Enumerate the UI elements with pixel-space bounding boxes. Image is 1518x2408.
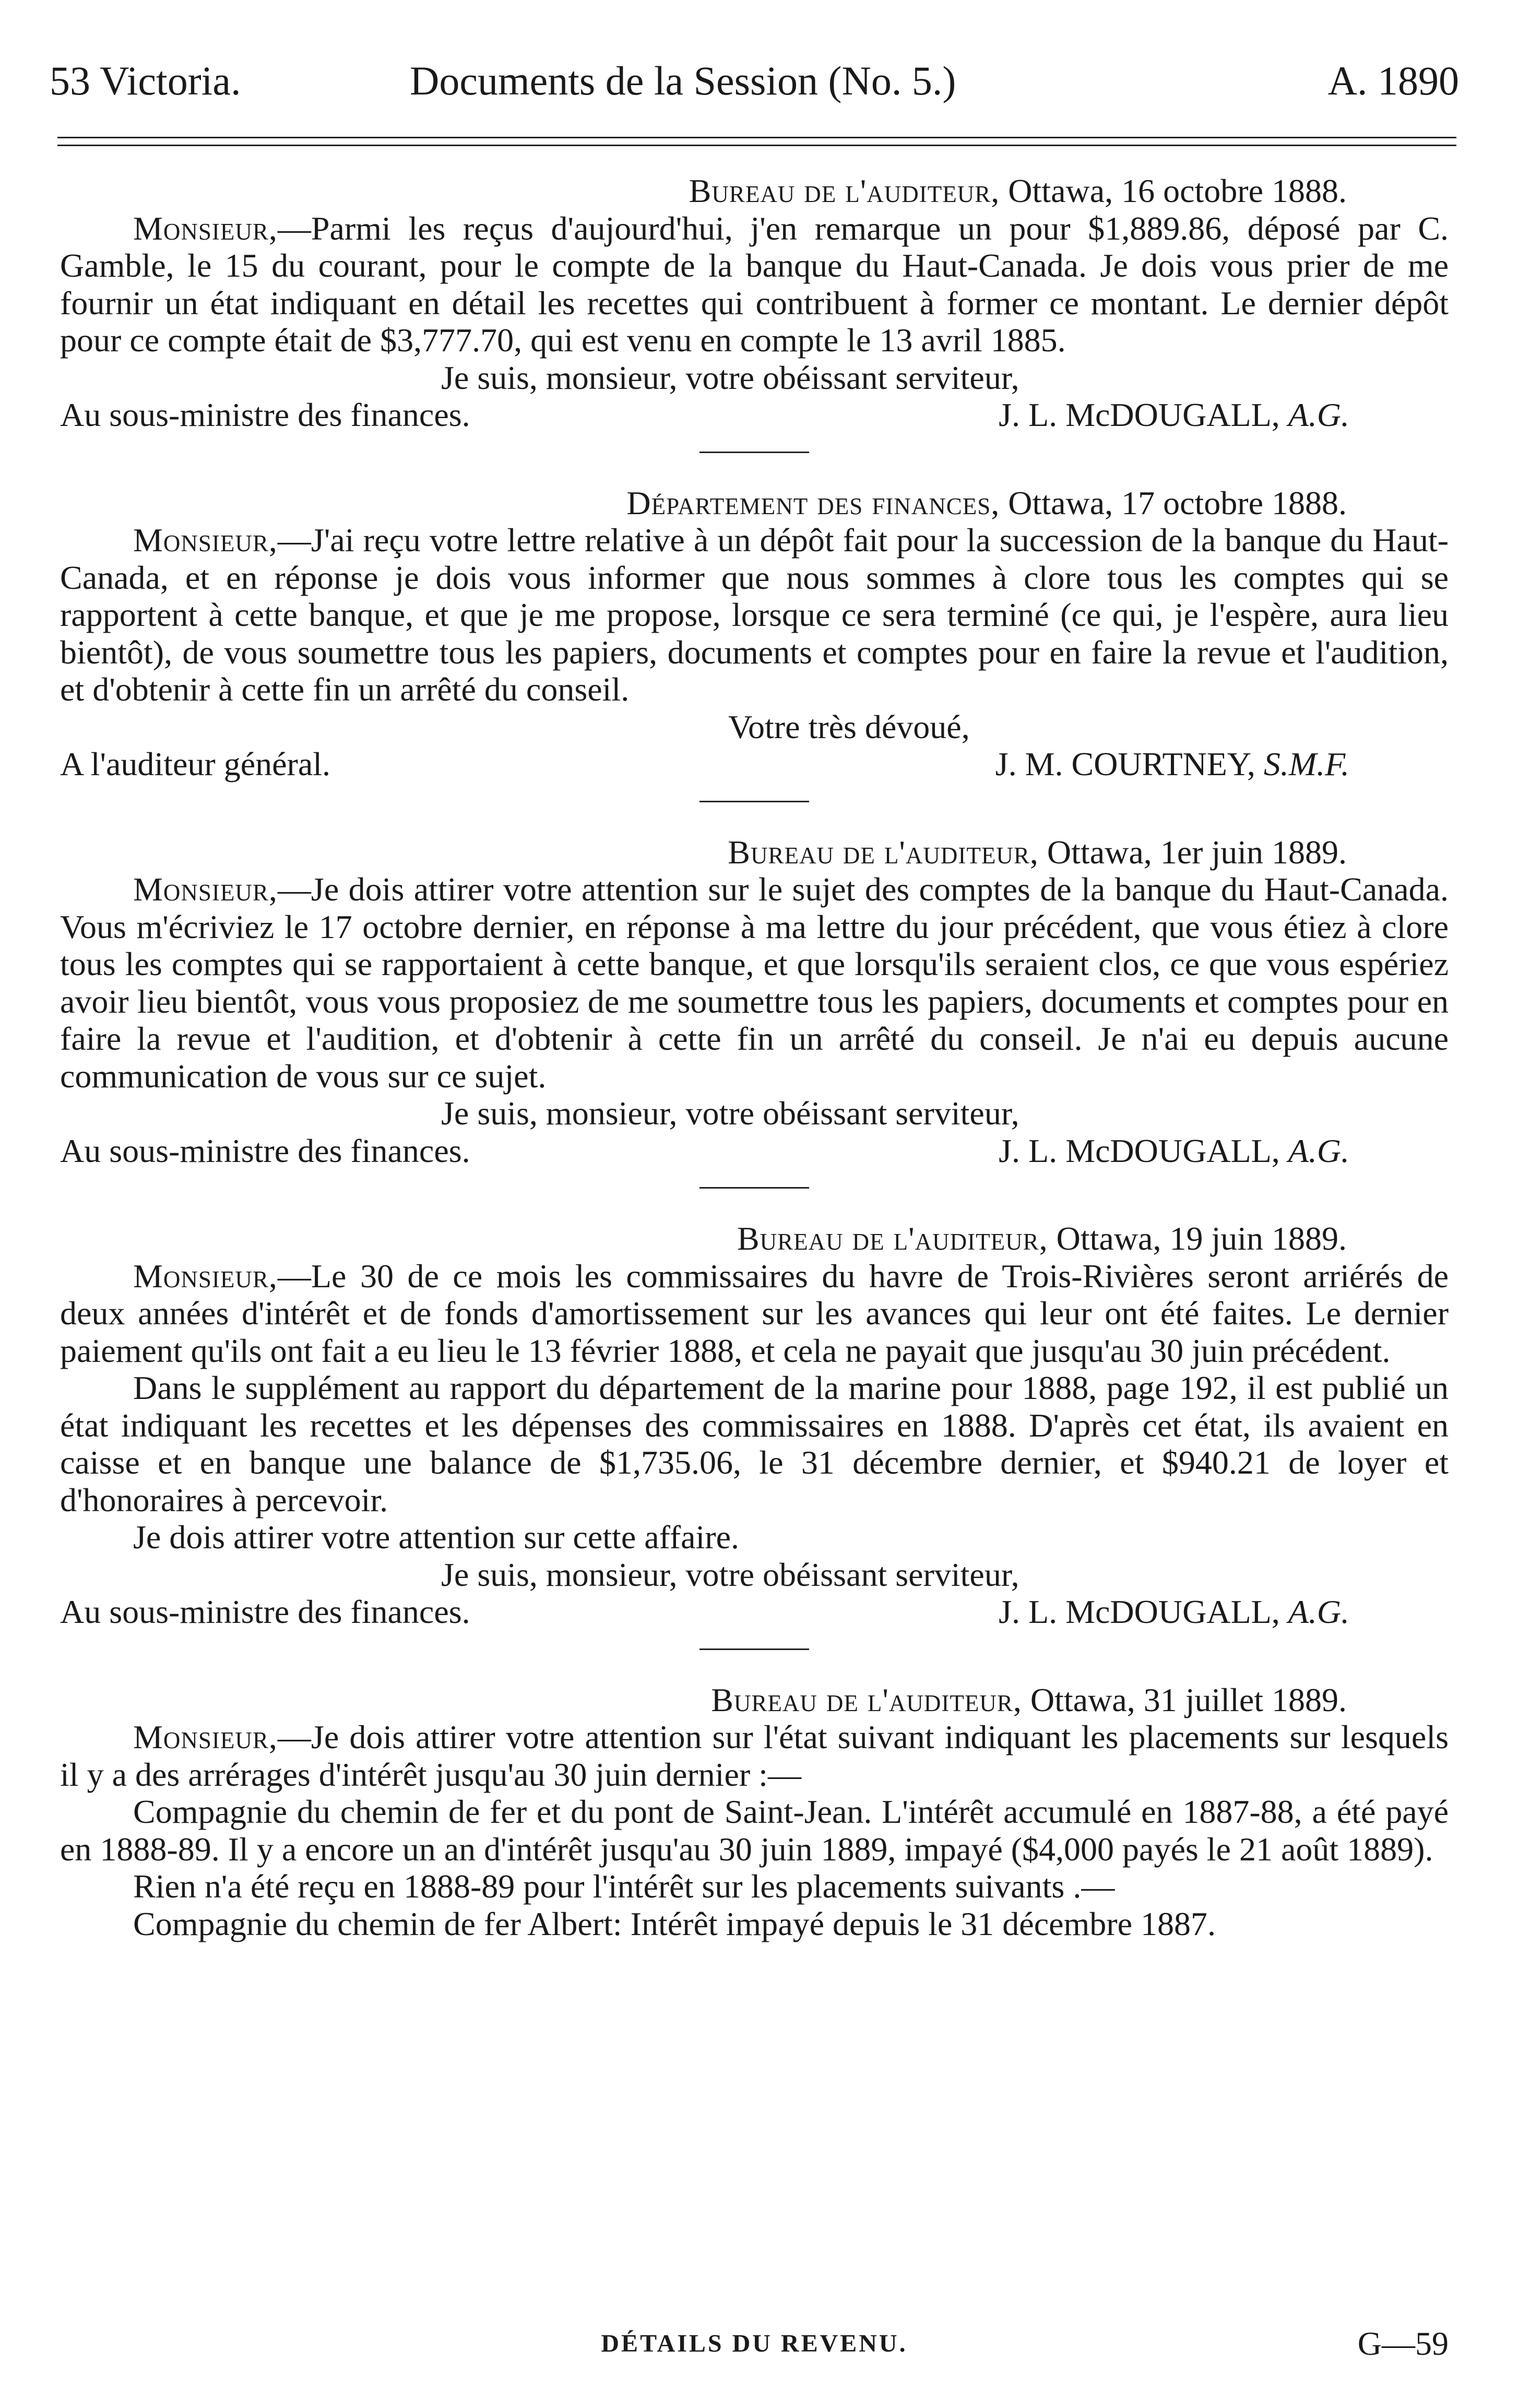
salutation: Monsieur,	[133, 209, 278, 247]
letter-paragraph: Monsieur,—Parmi les reçus d'aujourd'hui, j'en remarque un pour $1,889.86, déposé par C. Gamble, le 15 du courant, pour le compte de la banque du Haut-Canada. Je dois vous prier de me fournir un état indiquant en détail les recettes qui contribuent à former ce montant. Le dernier dépôt pour ce compte était de $3,777.70, qui est venu en compte le 13 avril 1885.	[60, 209, 1449, 359]
signature: J. L. McDOUGALL, A.G.	[999, 1132, 1349, 1169]
signature: J. M. COURTNEY, S.M.F.	[995, 745, 1349, 782]
letter-dateline: Département des finances, Ottawa, 17 octobre 1888.	[626, 484, 1347, 521]
letter-dateline: Bureau de l'auditeur, Ottawa, 31 juillet 1889.	[711, 1681, 1347, 1718]
salutation: Monsieur,	[133, 871, 278, 908]
letter-dateline: Bureau de l'auditeur, Ottawa, 16 octobre 1888.	[689, 172, 1347, 209]
letter-closing: Je suis, monsieur, votre obéissant serviteur,	[441, 359, 1019, 396]
letter-paragraph: Monsieur,—Je dois attirer votre attention sur le sujet des comptes de la banque du Haut-Canada. Vous m'écriviez le 17 octobre dernier, en réponse à ma lettre du jour précédent, que vous étiez à clore tous les comptes qui se rapportaient à cette banque, et que lorsqu'ils seraient clos, ce que vous espériez avoir lieu bientôt, vous vous proposiez de me soumettre tous les papiers, documents et comptes pour en faire la revue et l'audition, et d'obtenir à cette fin un arrêté du conseil. Je n'ai eu depuis aucune communication de vous sur ce sujet.	[60, 871, 1449, 1095]
letter	[60, 1220, 1449, 1631]
letter-separator	[699, 1648, 809, 1650]
letter-separator	[699, 801, 809, 802]
letter-paragraph: Compagnie du chemin de fer Albert: Intérêt impayé depuis le 31 décembre 1887.	[133, 1905, 1216, 1942]
addressee: Au sous-ministre des finances.	[60, 1593, 470, 1630]
letter-paragraph: Compagnie du chemin de fer et du pont de Saint-Jean. L'intérêt accumulé en 1887-88, a été payé en 1888-89. Il y a encore un an d'intérêt jusqu'au 30 juin 1889, impayé ($4,000 payés le 21 août 1889).	[60, 1793, 1449, 1868]
signature: J. L. McDOUGALL, A.G.	[999, 1593, 1349, 1630]
letter-closing: Je suis, monsieur, votre obéissant serviteur,	[441, 1556, 1019, 1593]
addressee: Au sous-ministre des finances.	[60, 1132, 470, 1169]
letter	[60, 1681, 1449, 1943]
page-number: G—59	[1357, 2325, 1449, 2362]
signature-line	[60, 745, 1449, 783]
letter	[60, 834, 1449, 1170]
salutation: Monsieur,	[133, 1718, 278, 1755]
header-year: A. 1890	[1327, 58, 1459, 103]
signature-line	[60, 1132, 1449, 1170]
signature-line	[60, 1593, 1449, 1631]
letter-separator	[699, 452, 809, 453]
letter	[60, 484, 1449, 783]
running-header	[50, 52, 1459, 110]
salutation: Monsieur,	[133, 521, 278, 559]
page-body	[60, 172, 1449, 1942]
letter-closing: Je suis, monsieur, votre obéissant serviteur,	[441, 1095, 1019, 1132]
letter-paragraph: Monsieur,—Le 30 de ce mois les commissaires du havre de Trois-Rivières seront arriérés de deux années d'intérêt et de fonds d'amortissement sur les avances qui leur ont été faites. Le dernier paiement qu'ils ont fait a eu lieu le 13 février 1888, et cela ne payait que jusqu'au 30 juin précédent.	[60, 1257, 1449, 1369]
signature: J. L. McDOUGALL, A.G.	[999, 396, 1349, 433]
letter-paragraph: Monsieur,—J'ai reçu votre lettre relative à un dépôt fait pour la succession de la banque du Haut-Canada, et en réponse je dois vous informer que nous sommes à clore tous les comptes qui se rapportent à cette banque, et que je me propose, lorsque ce sera terminé (ce qui, je l'espère, aura lieu bientôt), de vous soumettre tous les papiers, documents et comptes pour en faire la revue et l'audition, et d'obtenir à cette fin un arrêté du conseil.	[60, 521, 1449, 708]
letter-paragraph: Dans le supplément au rapport du département de la marine pour 1888, page 192, il est publié un état indiquant les recettes et les dépenses des commissaires en 1888. D'après cet état, ils avaient en caisse et en banque une balance de $1,735.06, le 31 décembre dernier, et $940.21 de loyer et d'honoraires à percevoir.	[60, 1369, 1449, 1519]
letter-paragraph: Rien n'a été reçu en 1888-89 pour l'intérêt sur les placements suivants .—	[133, 1868, 1115, 1905]
letter	[60, 172, 1449, 434]
header-session: 53 Victoria.	[50, 58, 241, 103]
letter-closing: Votre très dévoué,	[728, 708, 970, 745]
salutation: Monsieur,	[133, 1257, 278, 1295]
addressee: A l'auditeur général.	[60, 745, 330, 782]
signature-line	[60, 396, 1449, 434]
header-title: Documents de la Session (No. 5.)	[410, 58, 956, 103]
footer-section-title: DÉTAILS DU REVENU.	[601, 2330, 908, 2357]
letter-dateline: Bureau de l'auditeur, Ottawa, 1er juin 1889.	[728, 833, 1347, 871]
letter-dateline: Bureau de l'auditeur, Ottawa, 19 juin 1889.	[737, 1220, 1347, 1257]
addressee: Au sous-ministre des finances.	[60, 396, 470, 433]
header-double-rule	[57, 137, 1456, 146]
running-footer	[60, 2323, 1449, 2365]
letter-paragraph: Monsieur,—Je dois attirer votre attention sur l'état suivant indiquant les placements sur lesquels il y a des arrérages d'intérêt jusqu'au 30 juin dernier :—	[60, 1718, 1449, 1793]
letter-paragraph: Je dois attirer votre attention sur cette affaire.	[133, 1519, 739, 1556]
letter-separator	[699, 1187, 809, 1189]
